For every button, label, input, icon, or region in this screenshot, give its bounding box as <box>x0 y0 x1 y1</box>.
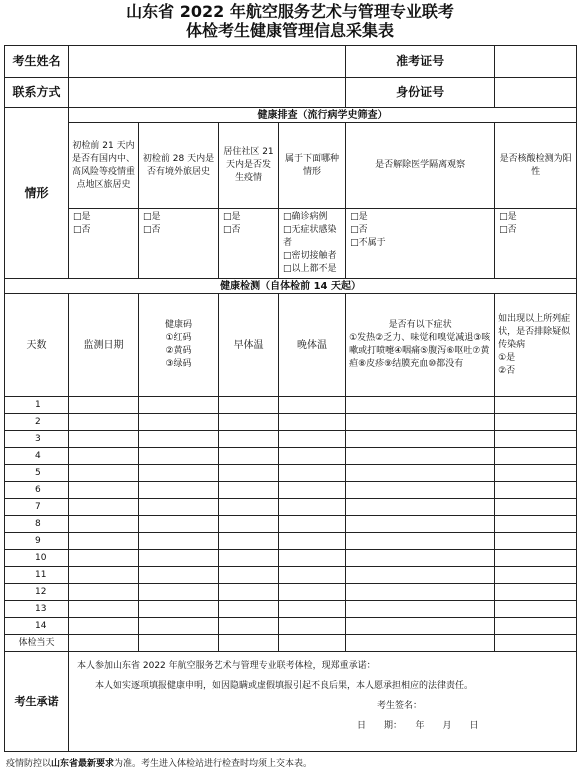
table-row <box>5 635 577 652</box>
pm-temp-cell[interactable] <box>279 584 346 601</box>
col-symptoms-title: 是否有以下症状 <box>388 320 452 330</box>
option-asymptomatic[interactable]: □无症状感染者 <box>283 225 337 248</box>
day-number: 12 <box>5 584 69 601</box>
option-no[interactable]: □否 <box>143 225 161 235</box>
symptom-cell[interactable] <box>346 601 495 618</box>
exclude-cell[interactable] <box>495 465 577 482</box>
day-number: 7 <box>5 499 69 516</box>
option-yes[interactable]: □是 <box>73 212 91 222</box>
symptom-cell[interactable] <box>346 516 495 533</box>
code-cell[interactable] <box>139 550 219 567</box>
pm-temp-cell[interactable] <box>279 482 346 499</box>
day-number: 3 <box>5 431 69 448</box>
option-no[interactable]: □否 <box>350 225 368 235</box>
pm-temp-cell[interactable] <box>279 499 346 516</box>
code-cell[interactable] <box>139 431 219 448</box>
health-code-green: ③绿码 <box>165 359 192 369</box>
am-temp-cell[interactable] <box>219 448 279 465</box>
code-cell[interactable] <box>139 499 219 516</box>
date-cell[interactable] <box>69 414 139 431</box>
table-row <box>5 618 577 635</box>
date-cell[interactable] <box>69 465 139 482</box>
code-cell[interactable] <box>139 533 219 550</box>
ticket-label: 准考证号 <box>346 46 495 78</box>
option-yes[interactable]: □是 <box>143 212 161 222</box>
col-date: 监测日期 <box>69 294 139 397</box>
date-cell[interactable] <box>69 397 139 414</box>
symptom-cell[interactable] <box>346 414 495 431</box>
option-none[interactable]: □以上都不是 <box>283 264 337 274</box>
promise-content <box>69 652 577 752</box>
exclude-no: ②否 <box>498 365 516 376</box>
exclude-cell[interactable] <box>495 584 577 601</box>
health-info-form <box>4 45 577 752</box>
pm-temp-cell[interactable] <box>279 431 346 448</box>
health-code-red: ①红码 <box>165 333 192 343</box>
code-cell[interactable] <box>139 448 219 465</box>
title-line-2: 体检考生健康管理信息采集表 <box>185 21 394 40</box>
screening-options-4[interactable] <box>279 209 346 279</box>
code-cell[interactable] <box>139 397 219 414</box>
day-number: 13 <box>5 601 69 618</box>
date-cell[interactable] <box>69 635 139 652</box>
health-code-yellow: ②黄码 <box>165 346 192 356</box>
am-temp-cell[interactable] <box>219 567 279 584</box>
date-cell[interactable] <box>69 601 139 618</box>
monitoring-header: 健康检测（自体检前 14 天起） <box>5 279 577 294</box>
table-row <box>5 567 577 584</box>
screening-options-1[interactable] <box>69 209 139 279</box>
symptom-cell[interactable] <box>346 431 495 448</box>
date-cell[interactable] <box>69 550 139 567</box>
pm-temp-cell[interactable] <box>279 397 346 414</box>
option-no[interactable]: □否 <box>499 225 517 235</box>
promise-statement: 本人参加山东省 2022 年航空服务艺术与管理专业联考体检，现郑重承诺： <box>77 661 376 671</box>
pm-temp-cell[interactable] <box>279 414 346 431</box>
date-cell[interactable] <box>69 584 139 601</box>
footer-emphasis: 山东省最新要求 <box>51 759 115 769</box>
pm-temp-cell[interactable] <box>279 550 346 567</box>
am-temp-cell[interactable] <box>219 465 279 482</box>
name-field[interactable] <box>69 46 346 78</box>
exclude-cell[interactable] <box>495 431 577 448</box>
col-exclude <box>495 294 577 397</box>
symptom-cell[interactable] <box>346 584 495 601</box>
date-cell[interactable] <box>69 448 139 465</box>
am-temp-cell[interactable] <box>219 550 279 567</box>
exclude-cell[interactable] <box>495 448 577 465</box>
symptom-cell[interactable] <box>346 397 495 414</box>
date-cell[interactable] <box>69 618 139 635</box>
am-temp-cell[interactable] <box>219 601 279 618</box>
symptom-cell[interactable] <box>346 550 495 567</box>
pm-temp-cell[interactable] <box>279 601 346 618</box>
table-row <box>5 499 577 516</box>
code-cell[interactable] <box>139 567 219 584</box>
screening-row-label: 情形 <box>5 108 69 279</box>
date-cell[interactable] <box>69 533 139 550</box>
code-cell[interactable] <box>139 516 219 533</box>
col-health-code <box>139 294 219 397</box>
option-close-contact[interactable]: □密切接触者 <box>283 251 337 261</box>
symptom-cell[interactable] <box>346 482 495 499</box>
day-number: 14 <box>5 618 69 635</box>
table-row <box>5 465 577 482</box>
screening-question-2: 初检前 28 天内是否有境外旅居史 <box>139 123 219 209</box>
date-cell[interactable] <box>69 431 139 448</box>
date-label: 日 期： 年 月 日 <box>357 721 479 731</box>
day-number: 8 <box>5 516 69 533</box>
table-row <box>5 397 577 414</box>
date-cell[interactable] <box>69 499 139 516</box>
name-label: 考生姓名 <box>5 46 69 78</box>
symptom-cell[interactable] <box>346 448 495 465</box>
date-cell[interactable] <box>69 567 139 584</box>
code-cell[interactable] <box>139 465 219 482</box>
footer-prefix: 疫情防控以 <box>6 759 52 769</box>
id-label: 身份证号 <box>346 78 495 108</box>
footer-note <box>6 756 312 769</box>
table-row <box>5 431 577 448</box>
code-cell[interactable] <box>139 635 219 652</box>
symptom-cell[interactable] <box>346 465 495 482</box>
table-row <box>5 414 577 431</box>
screening-question-5: 是否解除医学隔离观察 <box>346 123 495 209</box>
symptom-cell[interactable] <box>346 499 495 516</box>
table-row <box>5 448 577 465</box>
exclude-cell[interactable] <box>495 533 577 550</box>
symptom-cell[interactable] <box>346 635 495 652</box>
table-row <box>5 516 577 533</box>
date-cell[interactable] <box>69 482 139 499</box>
screening-question-6: 是否核酸检测为阳性 <box>495 123 577 209</box>
col-evening-temp: 晚体温 <box>279 294 346 397</box>
exclude-cell[interactable] <box>495 516 577 533</box>
pm-temp-cell[interactable] <box>279 567 346 584</box>
exclude-yes: ①是 <box>498 352 516 363</box>
date-cell[interactable] <box>69 516 139 533</box>
exclude-cell[interactable] <box>495 499 577 516</box>
am-temp-cell[interactable] <box>219 584 279 601</box>
day-number: 2 <box>5 414 69 431</box>
code-cell[interactable] <box>139 584 219 601</box>
screening-question-1: 初检前 21 天内是否有国内中、高风险等疫情重点地区旅居史 <box>69 123 139 209</box>
table-row <box>5 482 577 499</box>
screening-options-2[interactable] <box>139 209 219 279</box>
am-temp-cell[interactable] <box>219 635 279 652</box>
id-field[interactable] <box>495 78 577 108</box>
symptom-cell[interactable] <box>346 533 495 550</box>
contact-label: 联系方式 <box>5 78 69 108</box>
code-cell[interactable] <box>139 601 219 618</box>
am-temp-cell[interactable] <box>219 414 279 431</box>
pm-temp-cell[interactable] <box>279 533 346 550</box>
day-number: 10 <box>5 550 69 567</box>
form-title <box>0 2 580 40</box>
signature-label: 考生签名： <box>377 701 423 711</box>
exclude-cell[interactable] <box>495 397 577 414</box>
symptom-cell[interactable] <box>346 618 495 635</box>
pm-temp-cell[interactable] <box>279 635 346 652</box>
am-temp-cell[interactable] <box>219 618 279 635</box>
am-temp-cell[interactable] <box>219 397 279 414</box>
am-temp-cell[interactable] <box>219 516 279 533</box>
day-number: 11 <box>5 567 69 584</box>
am-temp-cell[interactable] <box>219 533 279 550</box>
table-row <box>5 601 577 618</box>
day-number: 体检当天 <box>5 635 69 652</box>
exclude-cell[interactable] <box>495 414 577 431</box>
exclude-cell[interactable] <box>495 635 577 652</box>
pm-temp-cell[interactable] <box>279 465 346 482</box>
table-row <box>5 533 577 550</box>
screening-question-3: 居住社区 21 天内是否发生疫情 <box>219 123 279 209</box>
pm-temp-cell[interactable] <box>279 618 346 635</box>
footer-suffix: 为准。考生进入体检站进行检查时均须上交本表。 <box>114 759 313 769</box>
exclude-cell[interactable] <box>495 618 577 635</box>
option-no[interactable]: □否 <box>73 225 91 235</box>
screening-header: 健康排查（流行病学史筛查） <box>69 108 577 123</box>
day-number: 5 <box>5 465 69 482</box>
promise-declaration: 本人如实逐项填报健康申明，如因隐瞒或虚假填报引起不良后果，本人愿承担相应的法律责任。 <box>95 681 474 691</box>
ticket-field[interactable] <box>495 46 577 78</box>
am-temp-cell[interactable] <box>219 431 279 448</box>
screening-options-5[interactable] <box>346 209 495 279</box>
option-not-applicable[interactable]: □不属于 <box>350 238 386 248</box>
code-cell[interactable] <box>139 618 219 635</box>
pm-temp-cell[interactable] <box>279 448 346 465</box>
screening-options-6[interactable] <box>495 209 577 279</box>
col-morning-temp: 早体温 <box>219 294 279 397</box>
am-temp-cell[interactable] <box>219 482 279 499</box>
screening-question-4: 属于下面哪种情形 <box>279 123 346 209</box>
col-symptoms <box>346 294 495 397</box>
day-number: 1 <box>5 397 69 414</box>
col-day: 天数 <box>5 294 69 397</box>
title-line-1: 山东省 2022 年航空服务艺术与管理专业联考 <box>126 2 454 21</box>
pm-temp-cell[interactable] <box>279 516 346 533</box>
day-number: 9 <box>5 533 69 550</box>
exclude-cell[interactable] <box>495 482 577 499</box>
promise-label: 考生承诺 <box>5 652 69 752</box>
day-number: 4 <box>5 448 69 465</box>
exclude-cell[interactable] <box>495 567 577 584</box>
symptom-cell[interactable] <box>346 567 495 584</box>
exclude-cell[interactable] <box>495 550 577 567</box>
table-row <box>5 550 577 567</box>
code-cell[interactable] <box>139 414 219 431</box>
table-row <box>5 584 577 601</box>
option-yes[interactable]: □是 <box>223 212 241 222</box>
exclude-cell[interactable] <box>495 601 577 618</box>
contact-field[interactable] <box>69 78 346 108</box>
day-number: 6 <box>5 482 69 499</box>
code-cell[interactable] <box>139 482 219 499</box>
option-no[interactable]: □否 <box>223 225 241 235</box>
am-temp-cell[interactable] <box>219 499 279 516</box>
option-yes[interactable]: □是 <box>350 212 368 222</box>
screening-options-3[interactable] <box>219 209 279 279</box>
col-exclude-title: 如出现以上所列症状，是否排除疑似传染病 <box>498 313 571 350</box>
col-symptoms-list: ①发热②乏力、味觉和嗅觉减退③咳嗽或打喷嚏④咽痛⑤腹泻⑥呕吐⑦黄疸⑧皮疹⑨结膜充血⑩都没有 <box>349 333 491 369</box>
option-yes[interactable]: □是 <box>499 212 517 222</box>
col-health-code-title: 健康码 <box>164 320 192 330</box>
option-confirmed[interactable]: □确诊病例 <box>283 212 328 222</box>
